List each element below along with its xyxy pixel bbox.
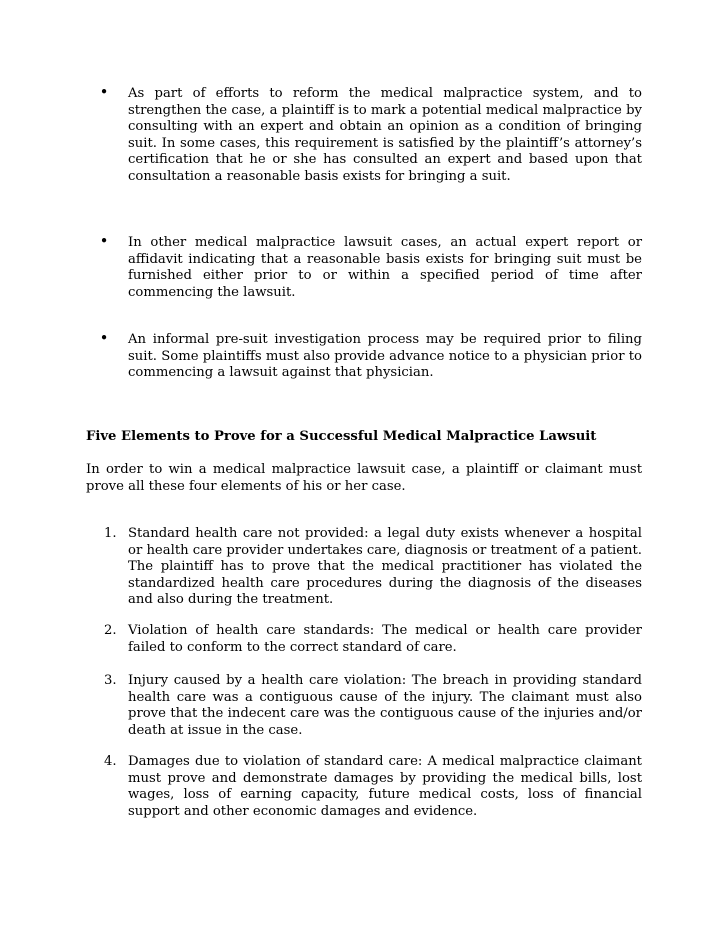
list-number: 4.	[104, 754, 117, 769]
section-intro-paragraph: In order to win a medical malpractice lawsuit case, a plaintiff or claimant must prove all these four elements of his or her case.	[86, 462, 642, 494]
element-item-injury: Injury caused by a health care violation: The breach in providing standard health care was a contiguous cause of the injury. The claimant must also prove that the indecent care was the contiguous cause of the injuries and/or death at issue in the case.	[128, 673, 642, 738]
bullet-marker: •	[99, 83, 109, 101]
bullet-item-expert-opinion: As part of efforts to reform the medical malpractice system, and to strengthen the case, a plaintiff is to mark a potential medical malpractice by consulting with an expert and obtain an opinion as a condition of bringing suit. In some cases, this requirement is satisfied by the plaintiff’s attorney’s certification that he or she has consulted an expert and based upon that consultation a reasonable basis exists for bringing a suit.	[128, 86, 642, 184]
element-item-damages: Damages due to violation of standard care: A medical malpractice claimant must prove and demonstrate damages by providing the medical bills, lost wages, loss of earning capacity, future medical costs, loss of financial support and other economic damages and evidence.	[128, 754, 642, 819]
element-item-standard-care: Standard health care not provided: a legal duty exists whenever a hospital or health care provider undertakes care, diagnosis or treatment of a patient. The plaintiff has to prove that the medical practitioner has violated the standardized health care procedures during the diagnosis of the diseases and also during the treatment.	[128, 526, 642, 607]
bullet-item-expert-report: In other medical malpractice lawsuit cases, an actual expert report or affidavit indicating that a reasonable basis exists for bringing suit must be furnished either prior to or within a specified period of time after commencing the lawsuit.	[128, 235, 642, 300]
list-number: 3.	[104, 673, 117, 688]
section-heading: Five Elements to Prove for a Successful Medical Malpractice Lawsuit	[86, 429, 597, 444]
list-number: 2.	[104, 623, 117, 638]
bullet-marker: •	[99, 232, 109, 250]
list-number: 1.	[104, 526, 117, 541]
bullet-marker: •	[99, 329, 109, 347]
element-item-violation: Violation of health care standards: The medical or health care provider failed to conform to the correct standard of care.	[128, 623, 642, 655]
bullet-item-pre-suit-investigation: An informal pre-suit investigation process may be required prior to filing suit. Some plaintiffs must also provide advance notice to a physician prior to commencing a lawsuit against that physician.	[128, 332, 642, 380]
